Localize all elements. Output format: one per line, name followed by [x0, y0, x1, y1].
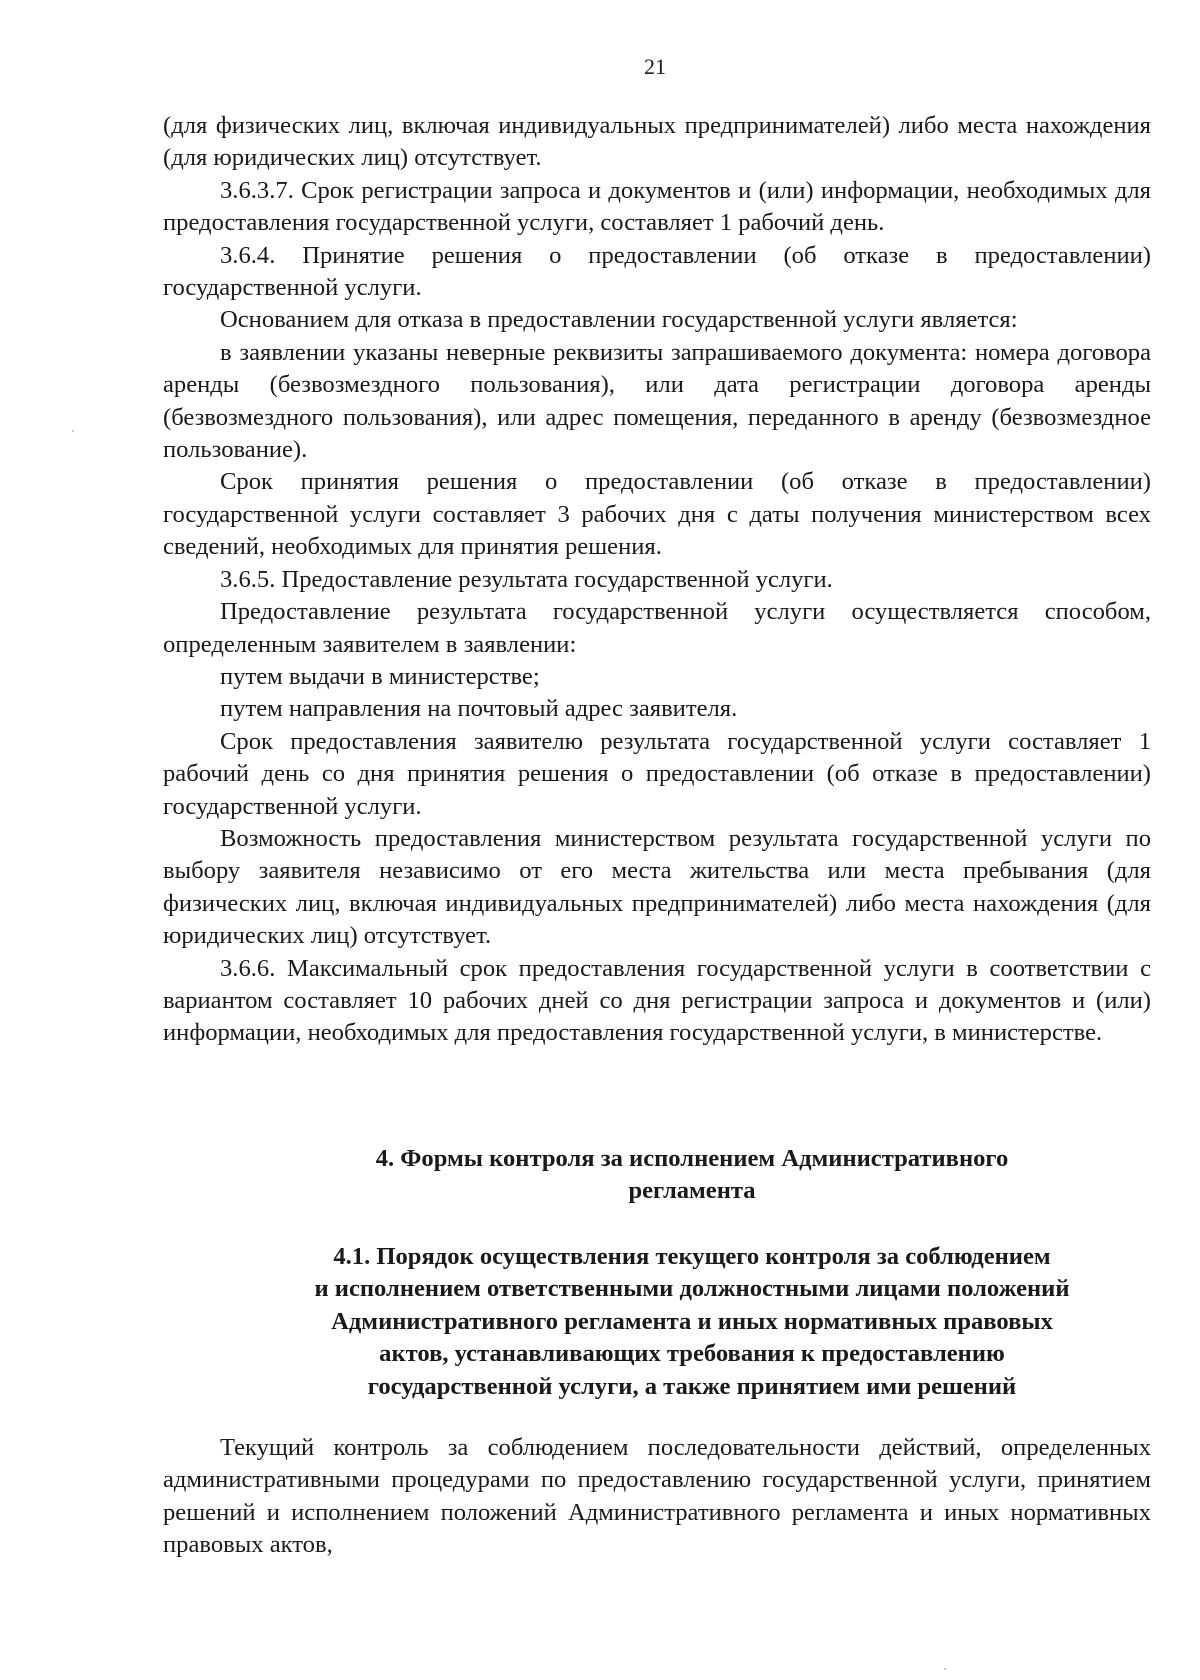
body-text: [163, 110, 1151, 1050]
paragraph: путем выдачи в министерстве;: [220, 662, 540, 690]
section-4-1-heading-line: и исполнением ответственными должностными лицами положений: [314, 1275, 1070, 1303]
paragraph: 3.6.3.7. Срок регистрации запроса и документов и (или) информации, необходимых для предоставления государственной услуги, составляет 1 рабочий день.: [163, 176, 1151, 237]
section-4-1-heading-line: Административного регламента и иных нормативных правовых: [331, 1307, 1053, 1335]
section-4-1-heading-line: актов, устанавливающих требования к предоставлению: [379, 1340, 1005, 1368]
paragraph: 3.6.5. Предоставление результата государственной услуги.: [220, 565, 833, 593]
paragraph: (для физических лиц, включая индивидуальных предпринимателей) либо места нахождения (для юридических лиц) отсутствует.: [163, 112, 1151, 172]
scan-artifact: [72, 430, 74, 432]
paragraph: в заявлении указаны неверные реквизиты запрашиваемого документа: номера договора аренды (безвозмездного пользования), или дата регистрации договора аренды (безвозмездного пользования), или адрес помещения, переданного в аренду (безвозмездное пользование).: [163, 338, 1151, 464]
section-4-heading-line: регламента: [628, 1177, 756, 1205]
paragraph: 3.6.6. Максимальный срок предоставления государственной услуги в соответствии с вариантом составляет 10 рабочих дней со дня регистрации запроса и документов и (или) информации, необходимых для предоставления государственной услуги, в министерстве.: [163, 954, 1151, 1047]
section-4-1-heading: [163, 1241, 1151, 1403]
scan-artifact: [944, 1668, 946, 1670]
paragraph: Текущий контроль за соблюдением последовательности действий, определенных административными процедурами по предоставлению государственной услуги, принятием решений и исполнением положений Административного регламента и иных нормативных правовых актов,: [163, 1434, 1151, 1559]
paragraph: Срок принятия решения о предоставлении (об отказе в предоставлении) государственной услуги составляет 3 рабочих дня с даты получения министерством всех сведений, необходимых для принятия решения.: [163, 468, 1151, 561]
paragraph: Срок предоставления заявителю результата государственной услуги составляет 1 рабочий день со дня принятия решения о предоставлении (об отказе в предоставлении) государственной услуги.: [163, 727, 1151, 820]
section-4-1-heading-line: 4.1. Порядок осуществления текущего контроля за соблюдением: [333, 1243, 1051, 1270]
closing-paragraph-block: [163, 1432, 1151, 1562]
paragraph: 3.6.4. Принятие решения о предоставлении (об отказе в предоставлении) государственной услуги.: [163, 241, 1151, 302]
page-number: 21: [644, 54, 666, 79]
section-4-1-heading-line: государственной услуги, а также принятием ими решений: [367, 1372, 1017, 1400]
paragraph: Предоставление результата государственной услуги осуществляется способом, определенным заявителем в заявлении:: [163, 598, 1151, 658]
paragraph: путем направления на почтовый адрес заявителя.: [220, 695, 738, 723]
paragraph: Основанием для отказа в предоставлении государственной услуги является:: [220, 306, 1018, 334]
paragraph: Возможность предоставления министерством результата государственной услуги по выбору заявителя независимо от его места жительства или места пребывания (для физических лиц, включая индивидуальных предпринимателей) либо места нахождения (для юридических лиц) отсутствует.: [163, 824, 1151, 950]
section-4-heading-line: 4. Формы контроля за исполнением Административного: [375, 1145, 1009, 1172]
section-4-heading: [163, 1143, 1151, 1208]
